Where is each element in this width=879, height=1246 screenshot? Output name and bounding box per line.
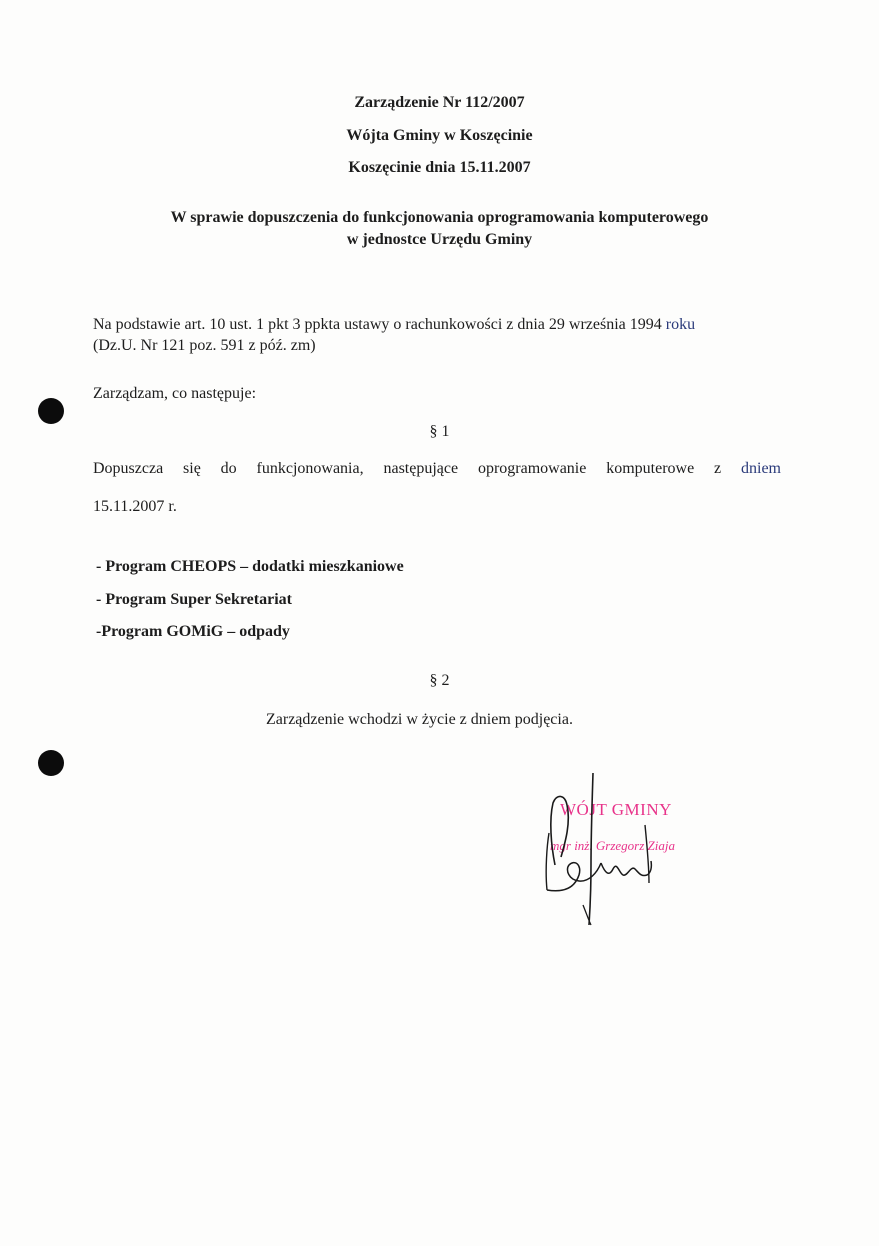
program-item: - Program Super Sekretariat bbox=[96, 591, 292, 608]
issuer: Wójta Gminy w Koszęcinie bbox=[346, 127, 533, 144]
punch-hole-top bbox=[38, 398, 64, 424]
stamp-title: WÓJT GMINY bbox=[560, 800, 672, 819]
handwritten-signature bbox=[535, 765, 675, 935]
subject-line-1: W sprawie dopuszczenia do funkcjonowania oprogramowania komputerowego bbox=[170, 209, 709, 226]
subject-line-2: w jednostce Urzędu Gminy bbox=[346, 231, 533, 248]
legal-basis-line-1 bbox=[93, 315, 695, 334]
decree-intro: Zarządzam, co następuje: bbox=[93, 385, 257, 402]
place-and-date: Koszęcinie dnia 15.11.2007 bbox=[348, 159, 531, 176]
section-1-sign: § 1 bbox=[429, 423, 450, 440]
section-1-line-2: 15.11.2007 r. bbox=[93, 498, 177, 515]
section-1-line-1 bbox=[93, 460, 781, 478]
section-1-day-word: dniem bbox=[741, 460, 781, 477]
decree-number: Zarządzenie Nr 112/2007 bbox=[354, 94, 525, 111]
section-2-text: Zarządzenie wchodzi w życie z dniem podjęcia. bbox=[266, 711, 573, 728]
section-2-sign: § 2 bbox=[429, 672, 450, 689]
section-1-text: Dopuszcza się do funkcjonowania, następujące oprogramowanie komputerowe z bbox=[93, 460, 722, 477]
legal-basis-year-word: roku bbox=[665, 316, 696, 333]
legal-basis-text: Na podstawie art. 10 ust. 1 pkt 3 ppkta ustawy o rachunkowości z dnia 29 września 1994 bbox=[93, 316, 662, 333]
program-item: - Program CHEOPS – dodatki mieszkaniowe bbox=[96, 558, 404, 575]
legal-basis-line-2: (Dz.U. Nr 121 poz. 591 z póź. zm) bbox=[93, 337, 316, 354]
punch-hole-bottom bbox=[38, 750, 64, 776]
program-item: -Program GOMiG – odpady bbox=[96, 623, 290, 640]
stamp-name: mgr inż. Grzegorz Ziaja bbox=[550, 838, 675, 853]
